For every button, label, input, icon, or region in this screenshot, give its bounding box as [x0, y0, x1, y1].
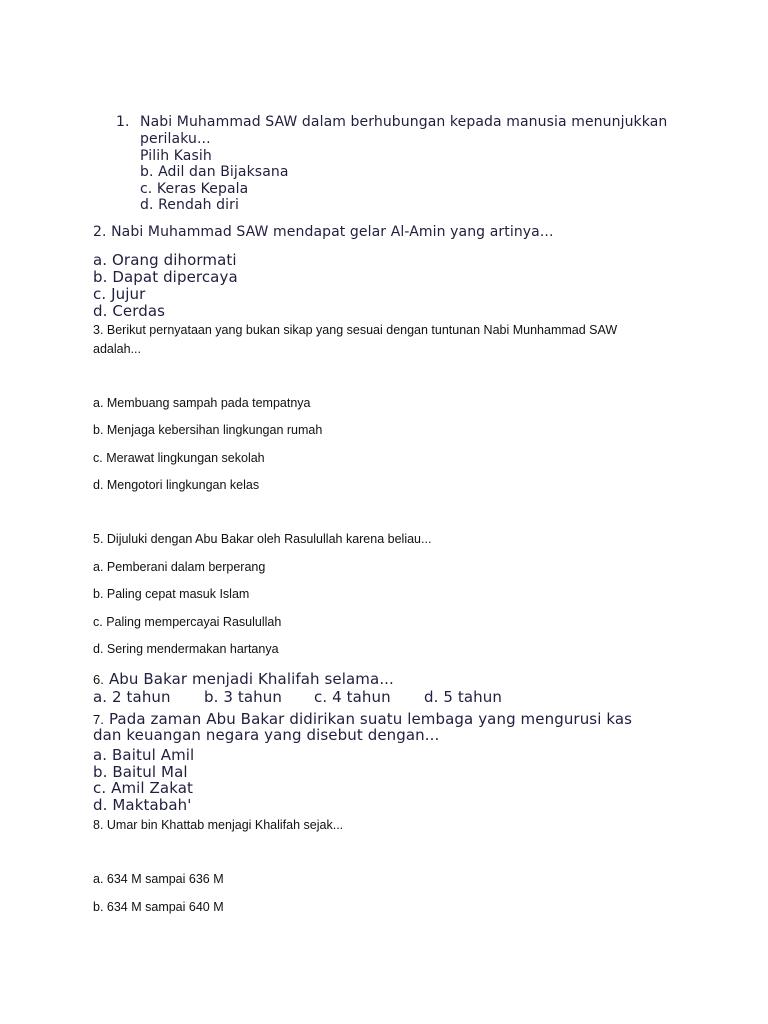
q2-option: b. Dapat dipercaya: [93, 268, 238, 286]
q2-option: c. Jujur: [93, 285, 146, 303]
q7-option: a. Baitul Amil: [93, 746, 195, 764]
q6-option: c. 4 tahun: [314, 688, 391, 706]
q5-option: a. Pemberani dalam berperang: [93, 560, 266, 574]
q1-text-line1: Nabi Muhammad SAW dalam berhubungan kepada manusia menunjukkan: [140, 114, 668, 130]
q5-text: 5. Dijuluki dengan Abu Bakar oleh Rasulullah karena beliau...: [93, 532, 432, 546]
q3-option: d. Mengotori lingkungan kelas: [93, 478, 260, 492]
q6-option: d. 5 tahun: [424, 688, 502, 706]
q6-number: 6.: [93, 672, 104, 687]
q3-text-line2: adalah...: [93, 342, 141, 356]
q5-option: b. Paling cepat masuk Islam: [93, 587, 250, 601]
q3-option: c. Merawat lingkungan sekolah: [93, 451, 265, 465]
q7-text-line2: dan keuangan negara yang disebut dengan...: [93, 726, 440, 744]
q6-option: b. 3 tahun: [204, 688, 282, 706]
q5-option: c. Paling mempercayai Rasulullah: [93, 615, 282, 629]
q6-option: a. 2 tahun: [93, 688, 171, 706]
q1-text-line2: perilaku...: [140, 131, 211, 147]
q7-option: c. Amil Zakat: [93, 779, 194, 797]
q8-option: b. 634 M sampai 640 M: [93, 900, 224, 914]
q7-option: b. Baitul Mal: [93, 763, 188, 781]
q5-option: d. Sering mendermakan hartanya: [93, 642, 279, 656]
q6-question: [93, 669, 394, 688]
q2-text: 2. Nabi Muhammad SAW mendapat gelar Al-Amin yang artinya...: [93, 224, 554, 240]
q7-number: 7.: [93, 712, 104, 727]
q3-option: a. Membuang sampah pada tempatnya: [93, 396, 311, 410]
q6-text: Abu Bakar menjadi Khalifah selama...: [108, 670, 394, 688]
q1-number: 1.: [116, 114, 130, 130]
q2-option: a. Orang dihormati: [93, 251, 237, 269]
q7-option: d. Maktabah': [93, 796, 192, 814]
q1-option: c. Keras Kepala: [140, 181, 249, 197]
q8-text: 8. Umar bin Khattab menjagi Khalifah sejak...: [93, 818, 344, 832]
q8-option: a. 634 M sampai 636 M: [93, 872, 224, 886]
q3-text-line1: 3. Berikut pernyataan yang bukan sikap yang sesuai dengan tuntunan Nabi Munhammad SAW: [93, 323, 618, 337]
q2-option: d. Cerdas: [93, 302, 166, 320]
q3-option: b. Menjaga kebersihan lingkungan rumah: [93, 423, 323, 437]
q7-text-line1: Pada zaman Abu Bakar didirikan suatu lembaga yang mengurusi kas: [108, 710, 633, 728]
q1-option: Pilih Kasih: [140, 148, 212, 164]
q1-option: b. Adil dan Bijaksana: [140, 164, 289, 180]
q1-option: d. Rendah diri: [140, 197, 239, 213]
